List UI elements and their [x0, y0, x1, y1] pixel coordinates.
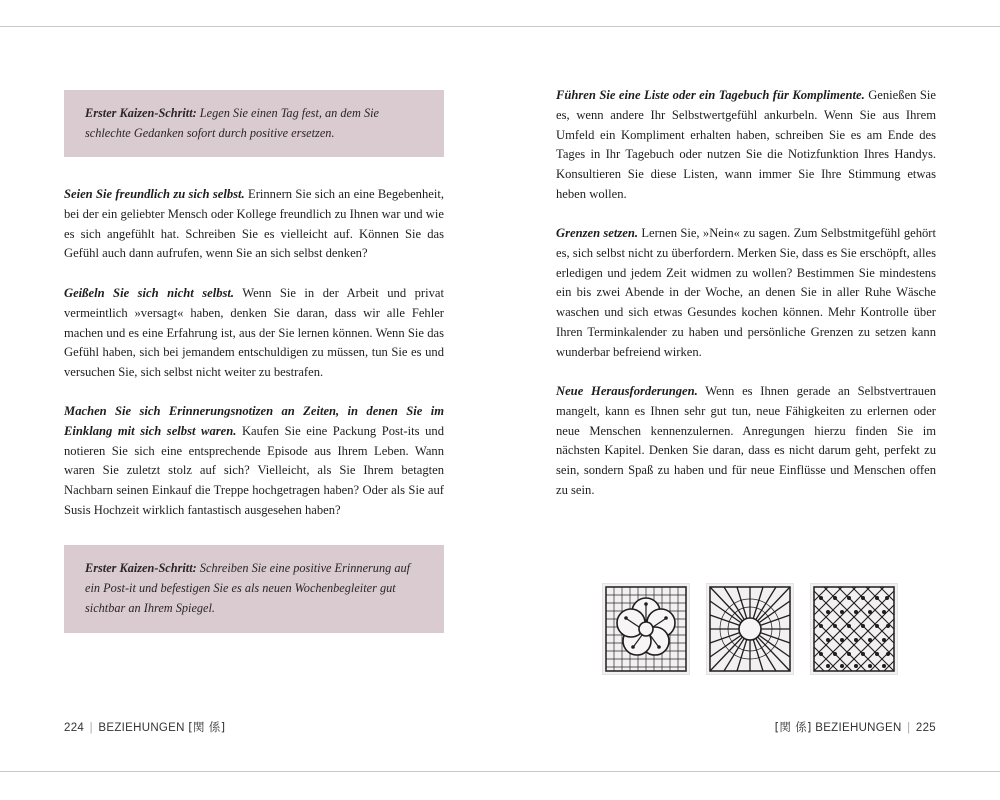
book-spread: [0, 26, 1000, 772]
lattice-tile-icon: [810, 583, 898, 675]
section-kanji: [関 係]: [188, 720, 226, 734]
flower-tile-icon: [602, 583, 690, 675]
paragraph-lead: Machen Sie sich Erinnerungsnotizen an Zeiten, in denen Sie im Einklang mit sich selbst waren.: [64, 404, 444, 438]
tip-lead: Erster Kaizen-Schritt:: [85, 561, 197, 575]
left-page: [64, 27, 444, 771]
right-page-footer: [775, 719, 936, 735]
page-number: 224: [64, 722, 85, 734]
paragraph-text: Genießen Sie es, wenn andere Ihr Selbstwertgefühl ankurbeln. Wenn Sie aus Ihrem Umfeld ein Kompliment erhalten haben, schreiben Sie es am Ende des Tages in Ihr Tagebuch oder nutzen Sie die Notizfunktion Ihres Handys. Konsultieren Sie diese Listen, wann immer Sie Ihre Stimmung etwas heben wollen.: [556, 88, 936, 201]
section-kanji: [関 係]: [774, 720, 812, 734]
tip-text: Schreiben Sie eine positive Erinnerung auf ein Post-it und befestigen Sie es als neuen Wochenbegleiter gut sichtbar an Ihrem Spiegel.: [85, 561, 411, 615]
paragraph-lead: Seien Sie freundlich zu sich selbst.: [64, 187, 245, 201]
footer-separator: |: [89, 722, 93, 734]
right-page: [556, 27, 936, 771]
paragraph-text: Wenn Sie in der Arbeit und privat vermeintlich »versagt« haben, denken Sie daran, dass wir alle Fehler machen und es eine Erfahrung ist, aus der Sie lernen können. Wenn Sie das Gefühl haben, sich bei jemandem entschuldigen zu müssen, tun Sie es und versuchen Sie, sich selbst nicht weiter zu bestrafen.: [64, 286, 444, 380]
section-title: BEZIEHUNGEN: [98, 722, 185, 734]
sunburst-tile-icon: [706, 583, 794, 675]
paragraph-lead: Geißeln Sie sich nicht selbst.: [64, 286, 235, 300]
kaizen-tip-box-1: [64, 90, 444, 157]
section-title: BEZIEHUNGEN: [815, 722, 902, 734]
paragraph-text: Lernen Sie, »Nein« zu sagen. Zum Selbstmitgefühl gehört es, sich selbst nicht zu überfordern. Merken Sie, dass es Sie erschöpft, alles erledigen und jedem Zeit widmen zu wollen? Bestimmen Sie mindestens ein bis zwei Abende in der Woche, an denen Sie in aller Ruhe Wäsche waschen und sich etwas Gesundes kochen können. Mehr Kontrolle über Ihren Terminkalender zu haben und persönliche Grenzen zu setzen kann wunderbar befreiend wirken.: [556, 226, 936, 359]
paragraph-no-self-punishment: [64, 284, 444, 383]
paragraph-kindness: [64, 185, 444, 264]
paragraph-lead: Grenzen setzen.: [556, 226, 639, 240]
paragraph-text: Wenn es Ihnen gerade an Selbstvertrauen mangelt, kann es Ihnen sehr gut tun, neue Fähigkeiten zu erlernen oder neue Menschen kennenzulernen. Anregungen hierzu finden Sie im nächsten Kapitel. Denken Sie daran, dass es nicht darum geht, perfekt zu sein, sondern Spaß zu haben und für neue Einflüsse und Menschen offen zu sein.: [556, 384, 936, 497]
zentangle-illustrations: [602, 583, 898, 675]
paragraph-text: Kaufen Sie eine Packung Post-its und notieren Sie sich eine entsprechende Episode aus Ihrem Leben. Wann waren Sie zuletzt stolz auf sich? Vielleicht, als Sie Ihrem betagten Nachbarn seinen Einkauf die Treppe hochgetragen haben? Oder als Sie auf Susis Hochzeit wirklich fantastisch ausgesehen haben?: [64, 423, 444, 517]
tip-text: Legen Sie einen Tag fest, an dem Sie schlechte Gedanken sofort durch positive ersetzen.: [85, 106, 379, 140]
paragraph-lead: Führen Sie eine Liste oder ein Tagebuch für Komplimente.: [556, 88, 865, 102]
paragraph-compliment-diary: [556, 86, 936, 205]
paragraph-lead: Neue Herausforderungen.: [556, 384, 698, 398]
paragraph-text: Erinnern Sie sich an eine Begebenheit, bei der ein geliebter Mensch oder Kollege freundlich zu Ihnen war und wie es sich angefühlt hat. Schreiben Sie es vielleicht auf. Können Sie das Gefühl auch dann aufrufen, wenn Sie an sich selbst denken?: [64, 187, 444, 261]
paragraph-new-challenges: [556, 382, 936, 501]
page-number: 225: [915, 722, 936, 734]
paragraph-reminder-notes: [64, 402, 444, 521]
tip-lead: Erster Kaizen-Schritt:: [85, 106, 197, 120]
kaizen-tip-box-2: [64, 545, 444, 633]
footer-separator: |: [907, 722, 911, 734]
paragraph-set-boundaries: [556, 224, 936, 363]
left-page-footer: [64, 719, 225, 735]
